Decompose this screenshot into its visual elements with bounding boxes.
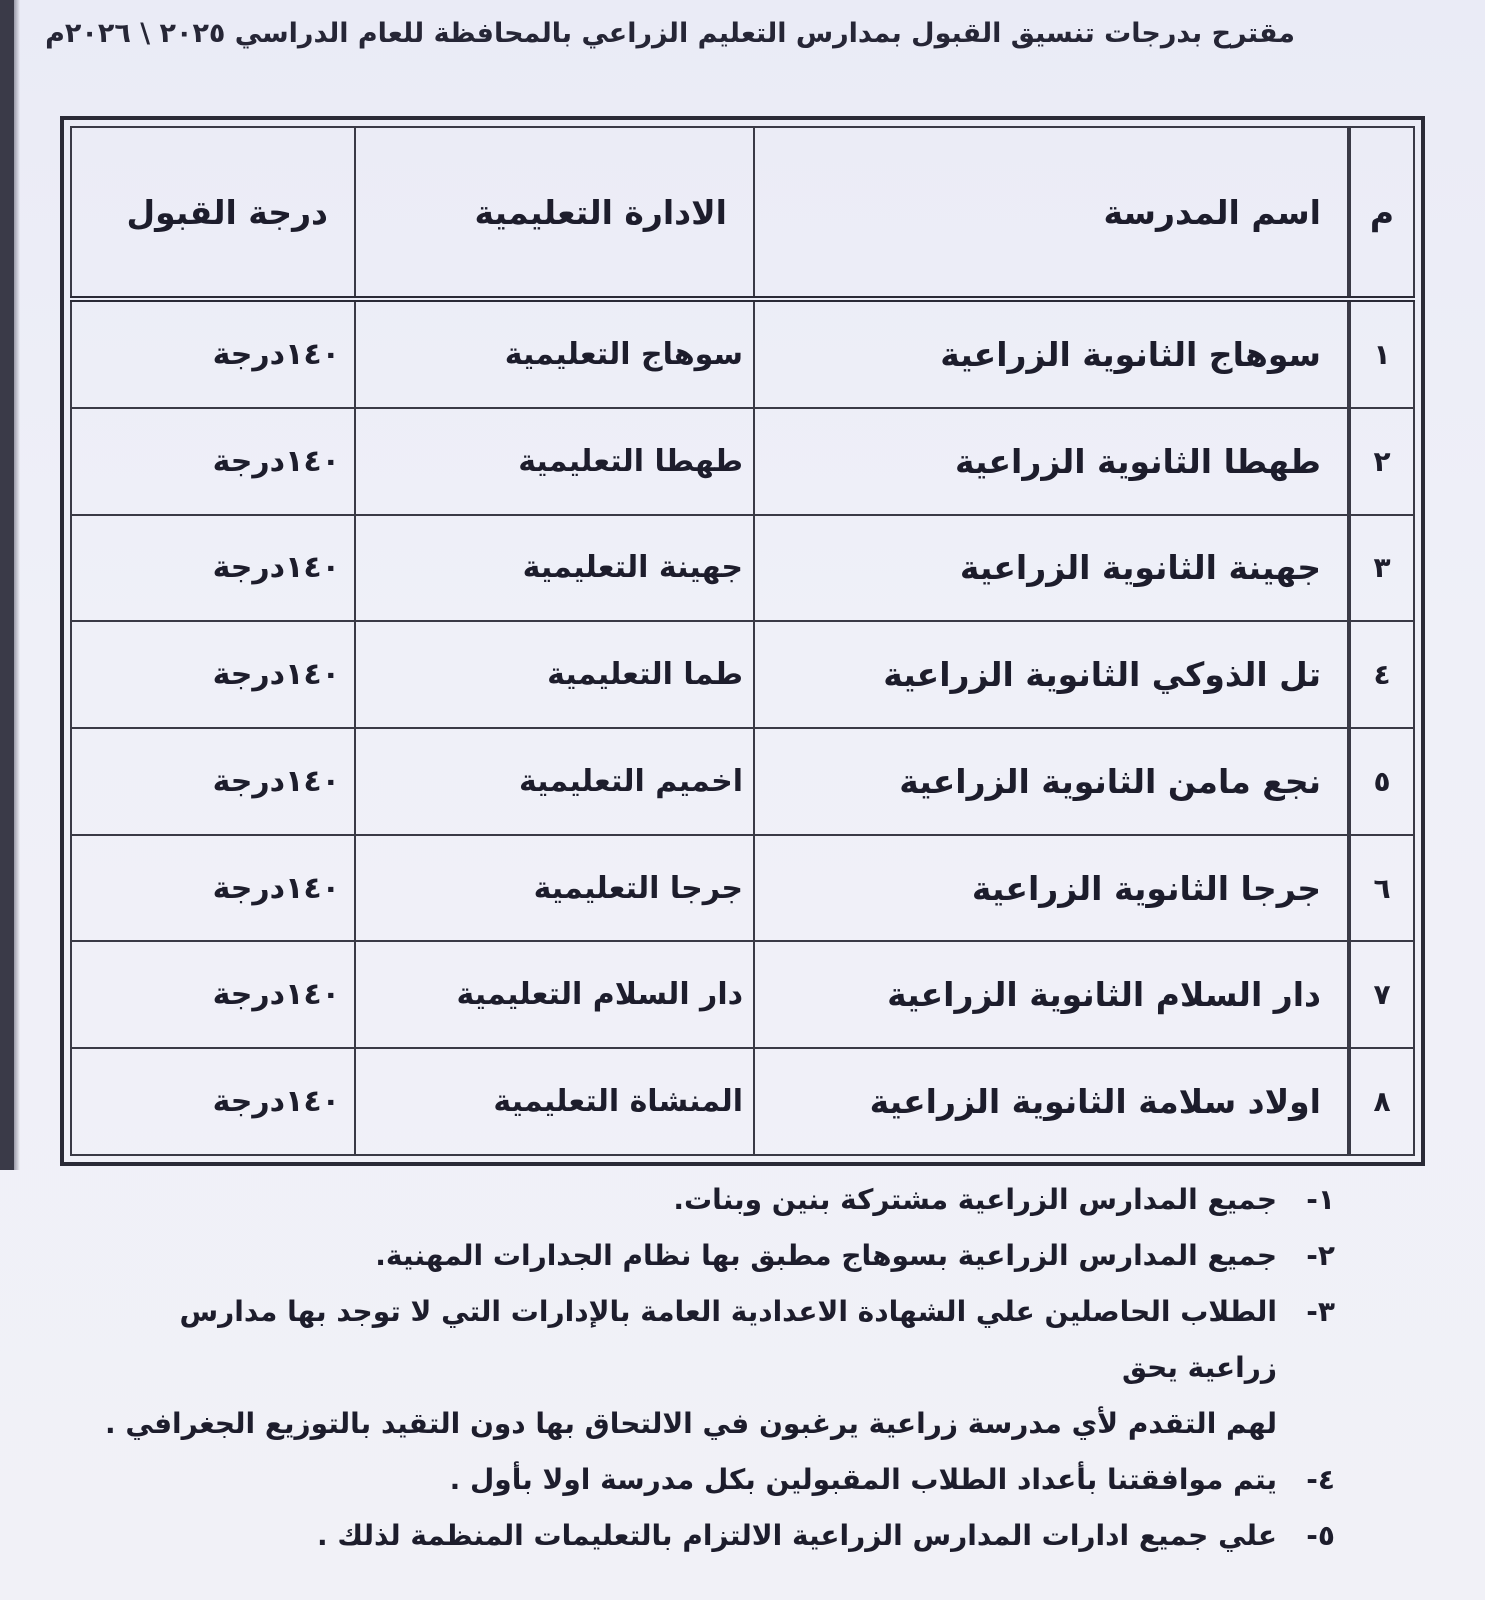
page-edge-gradient [14, 0, 20, 1170]
admission-grade: ١٤٠درجة [71, 941, 355, 1048]
table-row [71, 408, 1414, 515]
note-number: ٤- [1306, 1463, 1335, 1496]
school-name: اولاد سلامة الثانوية الزراعية [754, 1048, 1349, 1155]
row-number: ٧ [1349, 941, 1414, 1048]
row-number: ٤ [1349, 621, 1414, 728]
table-row [71, 728, 1414, 835]
educational-administration: جرجا التعليمية [355, 835, 754, 942]
note-item [95, 1508, 1335, 1564]
table-row [71, 621, 1414, 728]
note-item [95, 1452, 1335, 1508]
note-text: الطلاب الحاصلين علي الشهادة الاعدادية العامة بالإدارات التي لا توجد بها مدارس زراعية يحق [179, 1295, 1277, 1384]
row-number: ٥ [1349, 728, 1414, 835]
note-item [95, 1172, 1335, 1228]
admission-grades-table [70, 126, 1415, 1156]
grades-table-frame [60, 116, 1425, 1166]
table-row [71, 941, 1414, 1048]
note-text: جميع المدارس الزراعية مشتركة بنين وبنات. [673, 1183, 1277, 1216]
school-name: جرجا الثانوية الزراعية [754, 835, 1349, 942]
note-text-block [95, 1284, 1277, 1452]
row-number: ١ [1349, 299, 1414, 408]
row-number: ٨ [1349, 1048, 1414, 1155]
educational-administration: المنشاة التعليمية [355, 1048, 754, 1155]
note-number: ٣- [1306, 1295, 1335, 1328]
notes-list [95, 1172, 1335, 1564]
document-title: مقترح بدرجات تنسيق القبول بمدارس التعليم الزراعي بالمحافظة للعام الدراسي ٢٠٢٥ \ ٢٠٢٦م [45, 18, 1295, 49]
admission-grade: ١٤٠درجة [71, 299, 355, 408]
table-row [71, 299, 1414, 408]
admission-grade: ١٤٠درجة [71, 1048, 355, 1155]
note-text: علي جميع ادارات المدارس الزراعية الالتزام بالتعليمات المنظمة لذلك . [317, 1519, 1277, 1552]
note-number: ١- [1306, 1183, 1335, 1216]
educational-administration: جهينة التعليمية [355, 515, 754, 622]
educational-administration: طما التعليمية [355, 621, 754, 728]
educational-administration: طهطا التعليمية [355, 408, 754, 515]
admission-grade: ١٤٠درجة [71, 621, 355, 728]
school-name: تل الذوكي الثانوية الزراعية [754, 621, 1349, 728]
school-name: سوهاج الثانوية الزراعية [754, 299, 1349, 408]
row-number: ٦ [1349, 835, 1414, 942]
row-number: ٣ [1349, 515, 1414, 622]
header-number: م [1349, 127, 1414, 299]
educational-administration: دار السلام التعليمية [355, 941, 754, 1048]
row-number: ٢ [1349, 408, 1414, 515]
page-edge-shadow [0, 0, 14, 1170]
header-educational-administration: الادارة التعليمية [355, 127, 754, 299]
table-row [71, 835, 1414, 942]
admission-grade: ١٤٠درجة [71, 408, 355, 515]
admission-grade: ١٤٠درجة [71, 835, 355, 942]
note-number: ٥- [1306, 1519, 1335, 1552]
header-admission-grade: درجة القبول [71, 127, 355, 299]
note-item [95, 1228, 1335, 1284]
table-row [71, 1048, 1414, 1155]
note-text: جميع المدارس الزراعية بسوهاج مطبق بها نظام الجدارات المهنية. [375, 1239, 1277, 1272]
note-number: ٢- [1306, 1239, 1335, 1272]
school-name: دار السلام الثانوية الزراعية [754, 941, 1349, 1048]
educational-administration: سوهاج التعليمية [355, 299, 754, 408]
admission-grade: ١٤٠درجة [71, 728, 355, 835]
admission-grade: ١٤٠درجة [71, 515, 355, 622]
school-name: طهطا الثانوية الزراعية [754, 408, 1349, 515]
note-text-continuation: لهم التقدم لأي مدرسة زراعية يرغبون في الالتحاق بها دون التقيد بالتوزيع الجغرافي . [105, 1407, 1277, 1440]
note-text: يتم موافقتنا بأعداد الطلاب المقبولين بكل مدرسة اولا بأول . [449, 1463, 1277, 1496]
table-row [71, 515, 1414, 622]
table-header-row [71, 127, 1414, 299]
school-name: نجع مامن الثانوية الزراعية [754, 728, 1349, 835]
header-school-name: اسم المدرسة [754, 127, 1349, 299]
note-item [95, 1284, 1335, 1452]
school-name: جهينة الثانوية الزراعية [754, 515, 1349, 622]
educational-administration: اخميم التعليمية [355, 728, 754, 835]
